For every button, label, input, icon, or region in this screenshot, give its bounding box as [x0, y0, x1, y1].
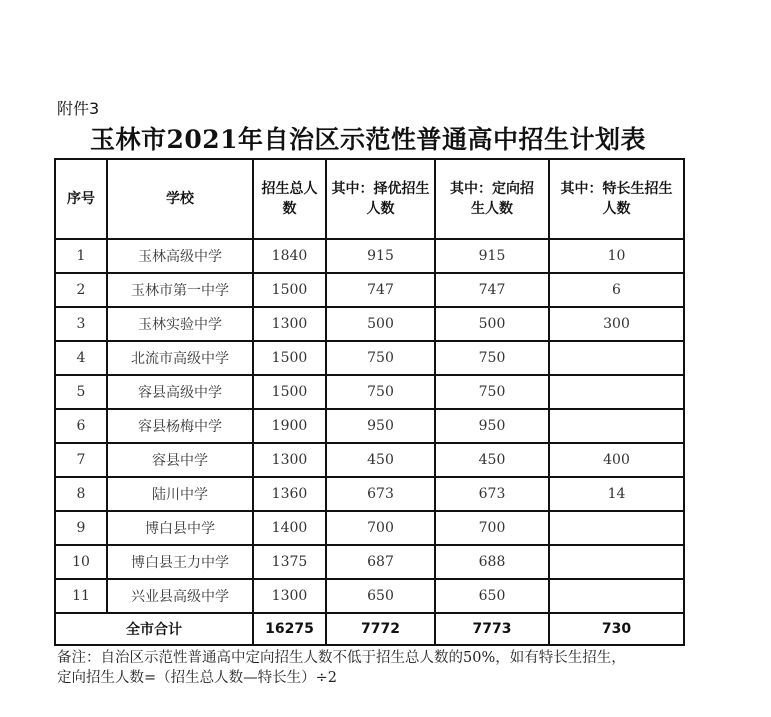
cell-merit: 673: [326, 477, 435, 511]
cell-directed: 750: [435, 375, 549, 409]
cell-school: 玉林实验中学: [107, 307, 253, 341]
cell-total: 1300: [253, 307, 326, 341]
cell-merit: 687: [326, 545, 435, 579]
cell-school: 博白县中学: [107, 511, 253, 545]
header-total-enrollment: 招生总人数: [253, 159, 326, 239]
footnote: [57, 648, 626, 688]
cell-school: 兴业县高级中学: [107, 579, 253, 613]
table-row: [55, 273, 684, 307]
cell-directed: 450: [435, 443, 549, 477]
cell-total: 1500: [253, 375, 326, 409]
table-row: [55, 239, 684, 273]
footnote-line-1: 备注：自治区示范性普通高中定向招生人数不低于招生总人数的50%，如有特长生招生，: [57, 650, 626, 666]
cell-directed: 747: [435, 273, 549, 307]
cell-merit: 950: [326, 409, 435, 443]
cell-specialty: 14: [549, 477, 684, 511]
cell-merit: 750: [326, 375, 435, 409]
table-row: [55, 545, 684, 579]
table-row: [55, 511, 684, 545]
cell-specialty: [549, 579, 684, 613]
cell-specialty: [549, 511, 684, 545]
cell-merit: 650: [326, 579, 435, 613]
cell-number: 7: [55, 443, 107, 477]
cell-specialty: [549, 341, 684, 375]
table-row: [55, 375, 684, 409]
cell-total: 1360: [253, 477, 326, 511]
cell-total: 1400: [253, 511, 326, 545]
table-body: [55, 239, 684, 645]
header-merit-enrollment: 其中：择优招生人数: [326, 159, 435, 239]
document-title: 玉林市2021年自治区示范性普通高中招生计划表: [89, 125, 647, 154]
cell-total: 1900: [253, 409, 326, 443]
table-row: [55, 341, 684, 375]
total-specialty: 730: [549, 613, 684, 645]
cell-specialty: 400: [549, 443, 684, 477]
cell-school: 博白县王力中学: [107, 545, 253, 579]
cell-merit: 500: [326, 307, 435, 341]
cell-specialty: 300: [549, 307, 684, 341]
cell-number: 5: [55, 375, 107, 409]
table-row: [55, 307, 684, 341]
cell-number: 10: [55, 545, 107, 579]
cell-total: 1300: [253, 579, 326, 613]
cell-number: 8: [55, 477, 107, 511]
cell-number: 2: [55, 273, 107, 307]
cell-school: 玉林市第一中学: [107, 273, 253, 307]
footnote-line-2: 定向招生人数=（招生总人数—特长生）÷2: [57, 670, 338, 686]
cell-directed: 950: [435, 409, 549, 443]
table-row: [55, 579, 684, 613]
cell-number: 9: [55, 511, 107, 545]
cell-merit: 915: [326, 239, 435, 273]
cell-total: 1300: [253, 443, 326, 477]
cell-merit: 750: [326, 341, 435, 375]
cell-directed: 700: [435, 511, 549, 545]
header-specialty-enrollment: 其中：特长生招生人数: [549, 159, 684, 239]
total-label: 全市合计: [55, 613, 253, 645]
total-merit: 7772: [326, 613, 435, 645]
cell-specialty: [549, 545, 684, 579]
attachment-label: 附件3: [57, 99, 100, 118]
cell-school: 北流市高级中学: [107, 341, 253, 375]
cell-directed: 673: [435, 477, 549, 511]
enrollment-plan-table: [54, 158, 685, 646]
cell-school: 陆川中学: [107, 477, 253, 511]
cell-total: 1840: [253, 239, 326, 273]
cell-directed: 750: [435, 341, 549, 375]
cell-specialty: 10: [549, 239, 684, 273]
table-header-row: [55, 159, 684, 239]
cell-specialty: [549, 375, 684, 409]
cell-school: 容县高级中学: [107, 375, 253, 409]
cell-number: 11: [55, 579, 107, 613]
cell-number: 1: [55, 239, 107, 273]
cell-total: 1375: [253, 545, 326, 579]
table-row: [55, 443, 684, 477]
cell-merit: 700: [326, 511, 435, 545]
cell-school: 容县杨梅中学: [107, 409, 253, 443]
header-school: 学校: [107, 159, 253, 239]
cell-specialty: [549, 409, 684, 443]
cell-number: 3: [55, 307, 107, 341]
cell-directed: 650: [435, 579, 549, 613]
cell-number: 6: [55, 409, 107, 443]
cell-school: 容县中学: [107, 443, 253, 477]
total-directed: 7773: [435, 613, 549, 645]
cell-total: 1500: [253, 273, 326, 307]
cell-directed: 688: [435, 545, 549, 579]
total-enrollment: 16275: [253, 613, 326, 645]
table-row: [55, 477, 684, 511]
cell-number: 4: [55, 341, 107, 375]
header-directed-enrollment: 其中：定向招生人数: [435, 159, 549, 239]
cell-merit: 747: [326, 273, 435, 307]
cell-specialty: 6: [549, 273, 684, 307]
cell-directed: 915: [435, 239, 549, 273]
cell-school: 玉林高级中学: [107, 239, 253, 273]
header-number: 序号: [55, 159, 107, 239]
table-row: [55, 409, 684, 443]
total-row: [55, 613, 684, 645]
cell-total: 1500: [253, 341, 326, 375]
cell-directed: 500: [435, 307, 549, 341]
cell-merit: 450: [326, 443, 435, 477]
